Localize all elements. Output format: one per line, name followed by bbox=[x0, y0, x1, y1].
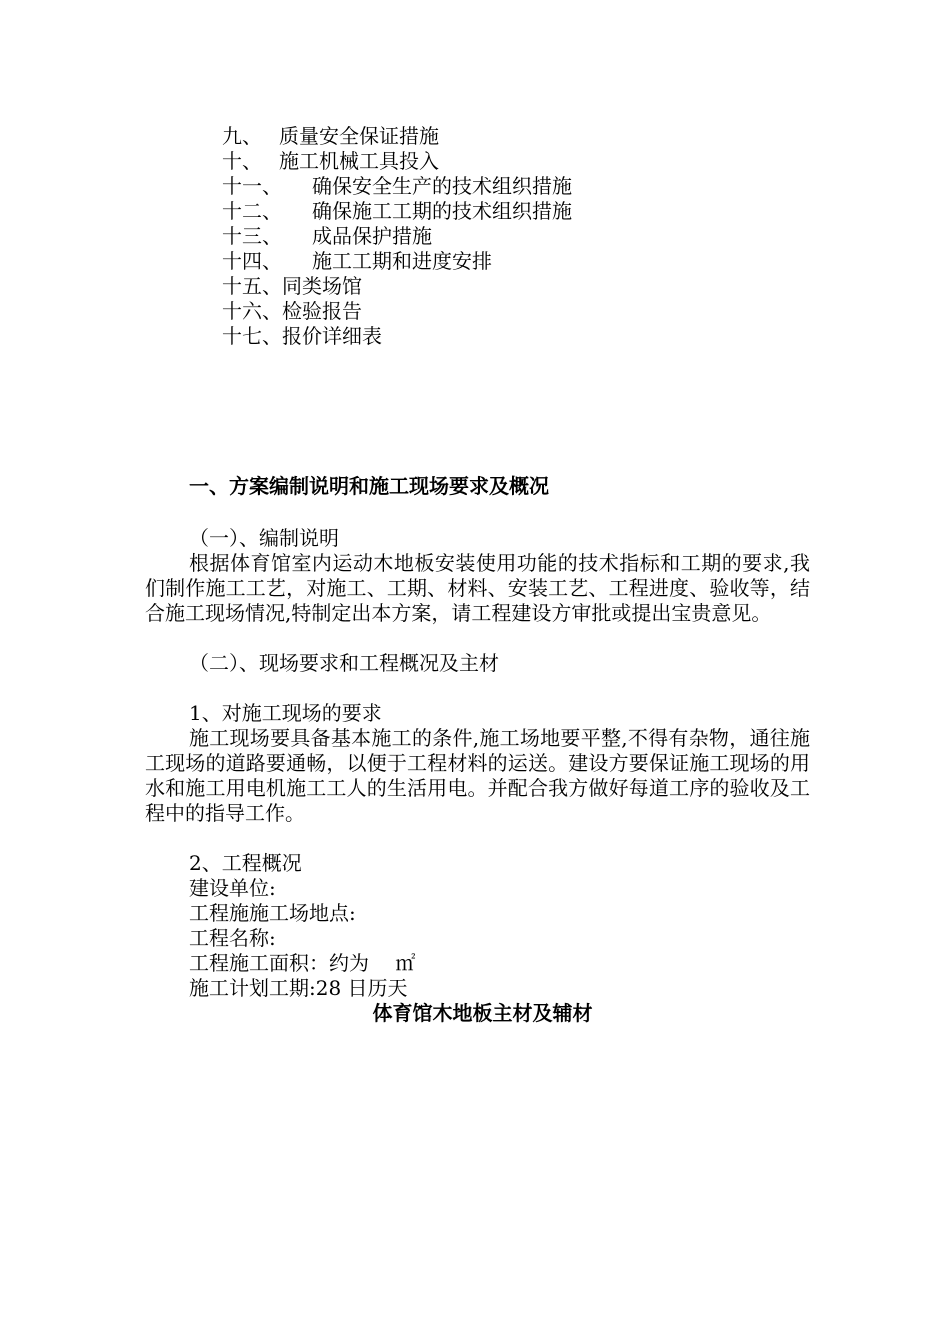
toc-item bbox=[222, 149, 822, 174]
project-info-line: 建设单位: bbox=[189, 876, 276, 900]
paragraph: 根据体育馆室内运动木地板安装使用功能的技术指标和工期的要求,我们制作施工工艺，对施工、工期、材料、安装工艺、工程进度、验收等，结合施工现场情况,特制定出本方案，请工程建设方审批或提出宝贵意见。 bbox=[145, 551, 810, 625]
project-info-line: 工程施工面积：约为 ㎡ bbox=[189, 951, 416, 975]
toc-item-number: 十、 bbox=[222, 149, 262, 173]
toc-item-number: 十六、 bbox=[222, 299, 282, 323]
project-info-line: 施工计划工期:28 日历天 bbox=[189, 976, 408, 1000]
toc-item bbox=[222, 274, 822, 299]
toc-item-text: 质量安全保证措施 bbox=[279, 124, 439, 148]
toc-item-text: 确保安全生产的技术组织措施 bbox=[312, 174, 572, 198]
toc-item-number: 十二、 bbox=[222, 199, 282, 223]
toc-item bbox=[222, 224, 822, 249]
paragraph: 施工现场要具备基本施工的条件,施工场地要平整,不得有杂物，通往施工现场的道路要通畅，以便于工程材料的运送。建设方要保证施工现场的用水和施工用电机施工工人的生活用电。并配合我方做好每道工序的验收及工程中的指导工作。 bbox=[145, 726, 810, 825]
subsection-heading: （一）、编制说明 bbox=[189, 526, 339, 550]
main-content bbox=[145, 472, 810, 1026]
spacer bbox=[145, 826, 810, 851]
toc-item-text: 同类场馆 bbox=[282, 274, 362, 298]
section-heading: 一、方案编制说明和施工现场要求及概况 bbox=[189, 474, 549, 498]
toc-item-number: 九、 bbox=[222, 124, 262, 148]
toc-item-text: 检验报告 bbox=[282, 299, 362, 323]
spacer bbox=[145, 626, 810, 651]
toc-item-text: 施工机械工具投入 bbox=[279, 149, 439, 173]
toc-item-number: 十五、 bbox=[222, 274, 282, 298]
toc-item-number: 十七、 bbox=[222, 324, 282, 348]
toc-item bbox=[222, 299, 822, 324]
item-heading: 1、对施工现场的要求 bbox=[189, 701, 382, 725]
toc-item bbox=[222, 174, 822, 199]
toc-item-text: 成品保护措施 bbox=[312, 224, 432, 248]
materials-title: 体育馆木地板主材及辅材 bbox=[372, 1001, 593, 1025]
toc-item bbox=[222, 249, 822, 274]
toc-item bbox=[222, 124, 822, 149]
subsection-heading: （二）、现场要求和工程概况及主材 bbox=[189, 651, 499, 675]
toc-item bbox=[222, 324, 822, 349]
spacer bbox=[145, 500, 810, 526]
toc-item-number: 十三、 bbox=[222, 224, 282, 248]
project-info-line: 工程名称: bbox=[189, 926, 276, 950]
item-heading: 2、工程概况 bbox=[189, 851, 302, 875]
toc-item-number: 十一、 bbox=[222, 174, 282, 198]
project-info-line: 工程施施工场地点: bbox=[189, 901, 356, 925]
spacer bbox=[145, 676, 810, 701]
toc-item bbox=[222, 199, 822, 224]
toc-item-number: 十四、 bbox=[222, 249, 282, 273]
toc-item-text: 报价详细表 bbox=[282, 324, 382, 348]
toc-item-text: 施工工期和进度安排 bbox=[312, 249, 492, 273]
toc-item-text: 确保施工工期的技术组织措施 bbox=[312, 199, 572, 223]
table-of-contents bbox=[222, 124, 822, 349]
